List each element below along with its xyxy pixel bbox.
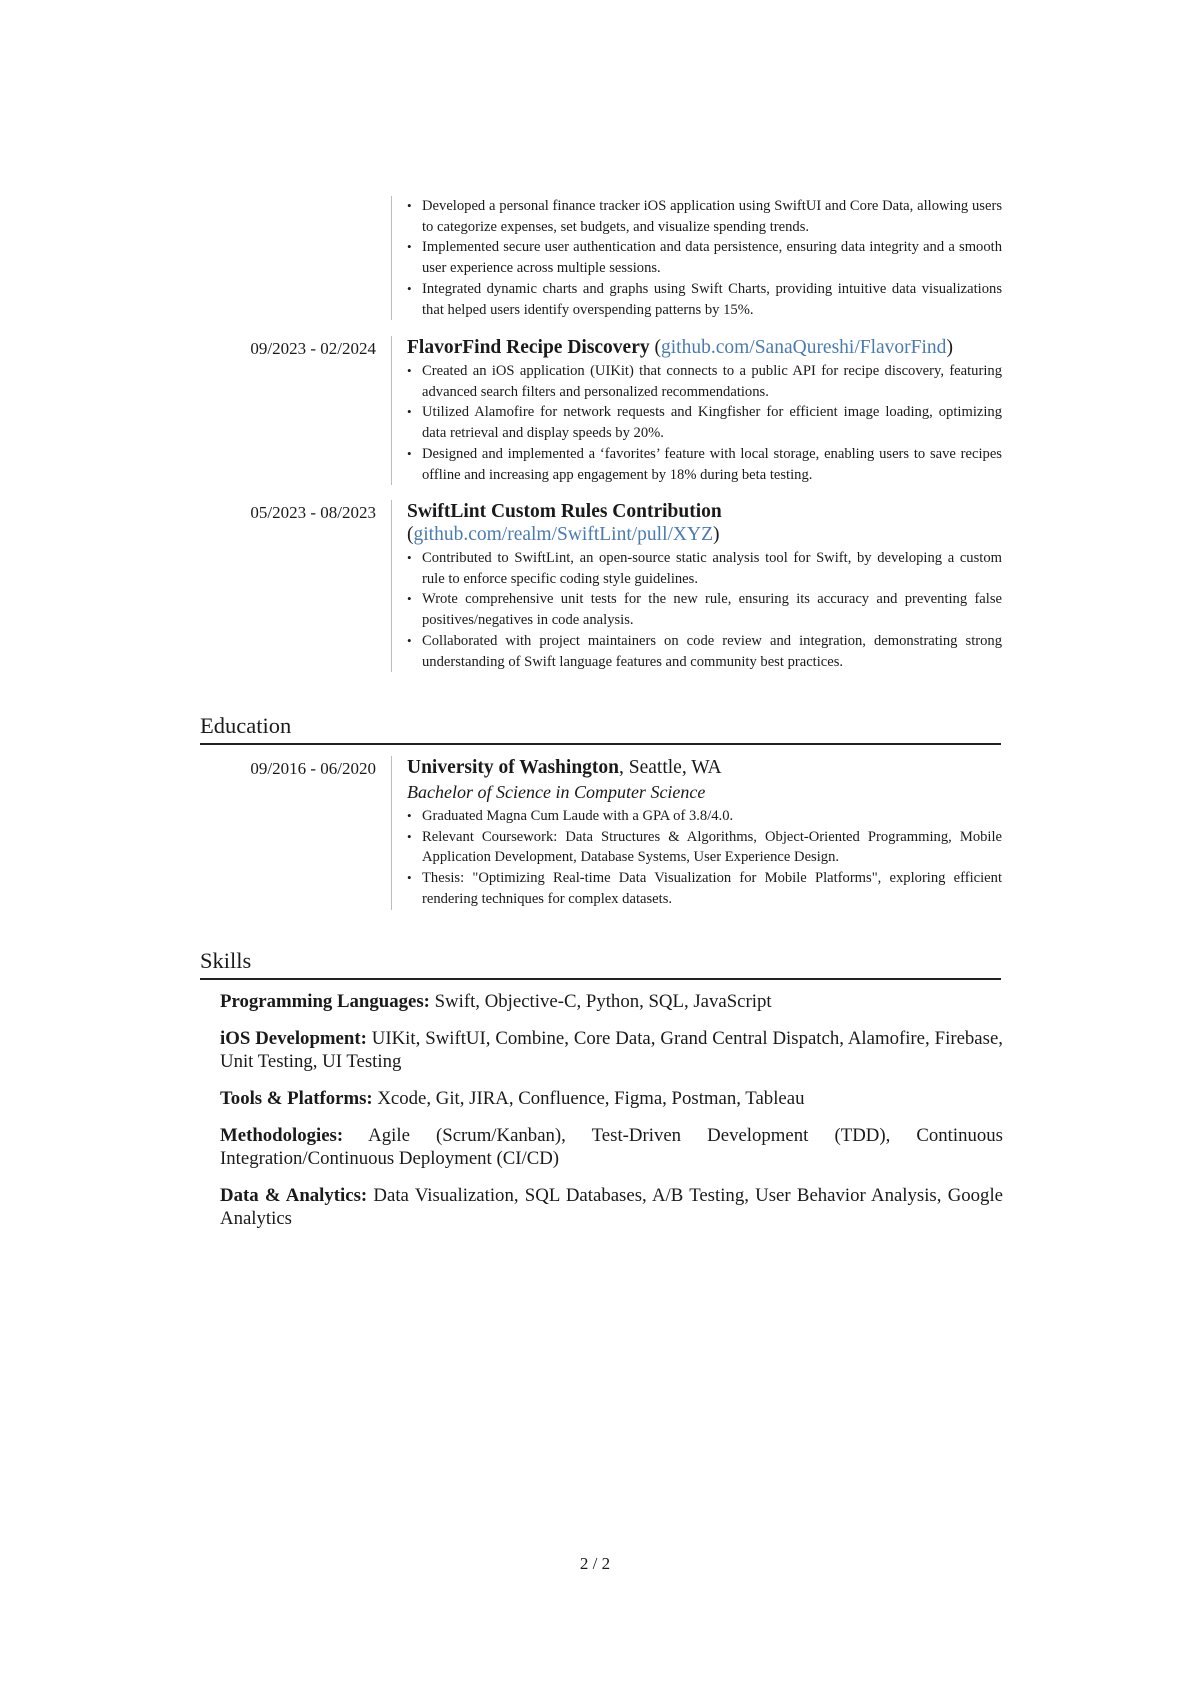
skill-row <box>220 1184 1003 1230</box>
timeline-rule <box>391 196 392 320</box>
section-heading: Education <box>200 713 1001 745</box>
project-link[interactable]: github.com/SanaQureshi/FlavorFind <box>661 337 947 358</box>
skill-category: Data & Analytics: <box>220 1185 368 1206</box>
skill-items: Xcode, Git, JIRA, Confluence, Figma, Postman, Tableau <box>372 1088 805 1109</box>
section-education <box>200 713 1001 745</box>
skill-category: Methodologies: <box>220 1125 344 1146</box>
education-title-line <box>407 756 1002 779</box>
project-entry-flavorfind <box>200 336 1002 485</box>
skill-row <box>220 1027 1003 1073</box>
timeline-rule <box>391 336 392 485</box>
project-title: SwiftLint Custom Rules Contribution <box>407 501 722 522</box>
skill-items: Swift, Objective-C, Python, SQL, JavaScript <box>429 991 772 1012</box>
bullet-item: • Integrated dynamic charts and graphs using Swift Charts, providing intuitive data visualizations that helped users identify overspending patterns by 15%. <box>407 279 1002 320</box>
project-entry-swiftlint <box>200 500 1002 672</box>
project-link[interactable]: github.com/realm/SwiftLint/pull/XYZ <box>413 524 714 545</box>
education-bullets <box>407 806 1002 910</box>
skill-category: Programming Languages: <box>220 991 430 1012</box>
project-entry-finance-tracker <box>200 196 1002 320</box>
skill-row <box>220 1087 1003 1110</box>
project-date: 09/2023 - 02/2024 <box>250 339 376 358</box>
timeline-rule <box>391 500 392 672</box>
skills-list <box>220 990 1003 1244</box>
skill-items: UIKit, SwiftUI, Combine, Core Data, Grand Central Dispatch, Alamofire, Firebase, Unit Testing, UI Testing <box>220 1028 1003 1072</box>
section-heading: Skills <box>200 948 1001 980</box>
bullet-item: • Relevant Coursework: Data Structures & Algorithms, Object-Oriented Programming, Mobile Application Development, Database Systems, User Experience Design. <box>407 827 1002 868</box>
project-bullets <box>407 548 1002 672</box>
bullet-item: • Designed and implemented a ‘favorites’ feature with local storage, enabling users to save recipes offline and increasing app engagement by 18% during beta testing. <box>407 444 1002 485</box>
skill-category: iOS Development: <box>220 1028 367 1049</box>
project-bullets <box>407 196 1002 320</box>
skill-items: Data Visualization, SQL Databases, A/B Testing, User Behavior Analysis, Google Analytics <box>220 1185 1004 1229</box>
school-location: , Seattle, WA <box>619 757 722 778</box>
bullet-item: • Wrote comprehensive unit tests for the new rule, ensuring its accuracy and preventing false positives/negatives in code analysis. <box>407 589 1002 630</box>
bullet-item: • Collaborated with project maintainers on code review and integration, demonstrating strong understanding of Swift language features and community best practices. <box>407 631 1002 672</box>
bullet-item: • Thesis: "Optimizing Real-time Data Visualization for Mobile Platforms", exploring efficient rendering techniques for complex datasets. <box>407 868 1002 909</box>
education-date: 09/2016 - 06/2020 <box>250 759 376 778</box>
timeline-rule <box>391 756 392 910</box>
project-title-line: SwiftLint Custom Rules Contribution (github.com/realm/SwiftLint/pull/XYZ) <box>407 501 722 545</box>
page-number: 2 / 2 <box>579 1554 611 1573</box>
degree: Bachelor of Science in Computer Science <box>407 782 706 802</box>
bullet-item: • Utilized Alamofire for network requests and Kingfisher for efficient image loading, optimizing data retrieval and display speeds by 20%. <box>407 402 1002 443</box>
skill-category: Tools & Platforms: <box>220 1088 373 1109</box>
project-title-line: FlavorFind Recipe Discovery (github.com/SanaQureshi/FlavorFind) <box>407 337 953 358</box>
bullet-item: • Contributed to SwiftLint, an open-source static analysis tool for Swift, by developing a custom rule to enforce specific coding style guidelines. <box>407 548 1002 589</box>
school-name: University of Washington <box>407 757 620 778</box>
skill-row <box>220 990 1003 1013</box>
section-skills <box>200 948 1001 980</box>
bullet-item: • Created an iOS application (UIKit) that connects to a public API for recipe discovery, featuring advanced search filters and personalized recommendations. <box>407 361 1002 402</box>
bullet-item: • Graduated Magna Cum Laude with a GPA of 3.8/4.0. <box>407 806 1002 827</box>
project-bullets <box>407 361 1002 485</box>
bullet-item: • Implemented secure user authentication and data persistence, ensuring data integrity and a smooth user experience across multiple sessions. <box>407 237 1002 278</box>
education-entry <box>200 756 1002 910</box>
bullet-item: • Developed a personal finance tracker iOS application using SwiftUI and Core Data, allowing users to categorize expenses, set budgets, and visualize spending trends. <box>407 196 1002 237</box>
project-title: FlavorFind Recipe Discovery <box>407 337 650 358</box>
skill-row <box>220 1124 1003 1170</box>
project-date: 05/2023 - 08/2023 <box>250 503 376 522</box>
skill-items: Agile (Scrum/Kanban), Test-Driven Development (TDD), Continuous Integration/Continuous Deployment (CI/CD) <box>220 1125 1003 1169</box>
